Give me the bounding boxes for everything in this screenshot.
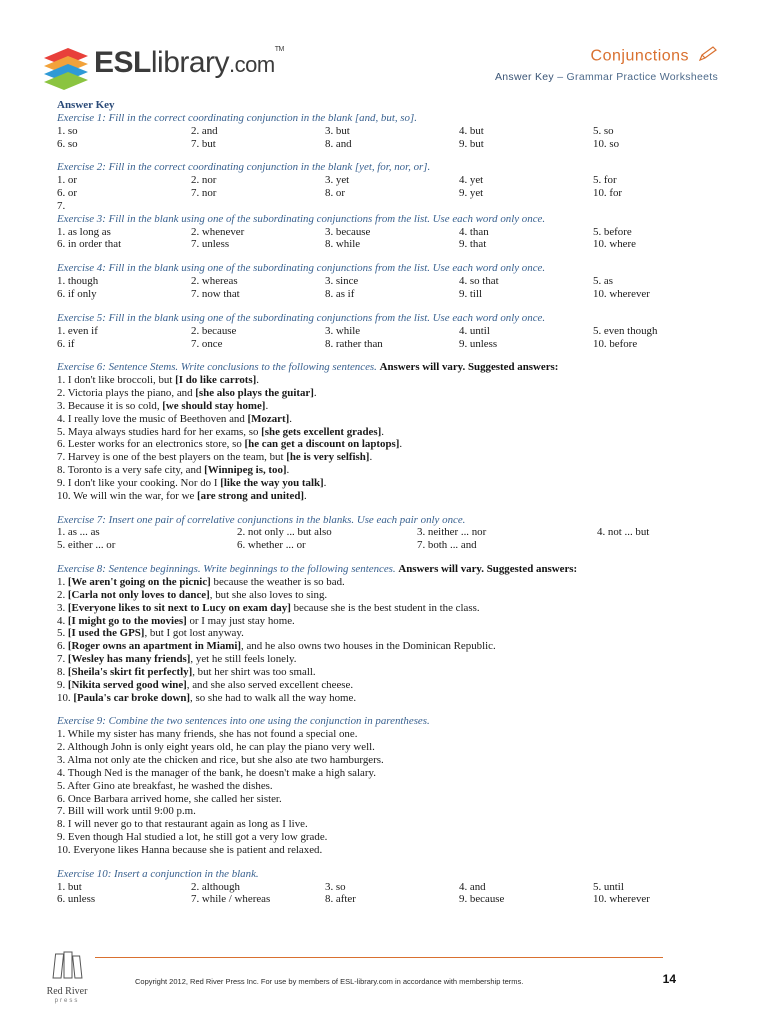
answer: 6. in order that	[57, 238, 122, 251]
list-item: 3. [Everyone likes to sit next to Lucy on exam day] because she is the best student in the class.	[57, 601, 480, 614]
answer: 4. than	[459, 225, 489, 238]
exercise-1-heading: Exercise 1: Fill in the correct coordinating conjunction in the blank [and, but, so].	[57, 111, 417, 124]
list-item: 10. We will win the war, for we [are strong and united].	[57, 489, 307, 502]
exercise-3-row-2	[57, 238, 727, 251]
answer: 1. as ... as	[57, 526, 100, 539]
answer: 3. neither ... nor	[417, 526, 487, 539]
answer: 6. whether ... or	[237, 539, 306, 552]
answer: 8. as if	[325, 287, 355, 300]
answer: 8. and	[325, 137, 352, 150]
answer: 1. or	[57, 174, 77, 187]
exercise-4-row-1	[57, 275, 727, 288]
exercise-4-row-2	[57, 288, 727, 301]
answer: 3. yet	[325, 174, 350, 187]
answer: 8. rather than	[325, 337, 383, 350]
list-item: 6. Lester works for an electronics store, so [he can get a discount on laptops].	[57, 438, 403, 451]
copyright-notice: Copyright 2012, Red River Press Inc. For use by members of ESL-library.com in accordance with membership terms.	[135, 977, 524, 986]
exercise-7-row-2	[57, 539, 727, 552]
answer: 6. or	[57, 187, 77, 200]
logo-wordmark: ESLlibrary.com™	[94, 46, 284, 79]
exercise-9-heading: Exercise 9: Combine the two sentences into one using the conjunction in parentheses.	[57, 715, 430, 728]
publisher-name: Red River	[46, 986, 88, 997]
list-item: 5. Maya always studies hard for her exams, so [she gets excellent grades].	[57, 425, 384, 438]
exercise-7-heading: Exercise 7: Insert one pair of correlative conjunctions in the blanks. Use each pair only once.	[57, 513, 466, 526]
list-item: 2. [Carla not only loves to dance], but she also loves to sing.	[57, 588, 328, 601]
answer: 6. unless	[57, 893, 96, 906]
answer: 4. until	[459, 324, 490, 337]
exercise-6-heading: Exercise 6: Sentence Stems. Write conclusions to the following sentences. Answers will vary. Suggested answers:	[57, 361, 559, 374]
list-item: 2. Victoria plays the piano, and [she also plays the guitar].	[57, 387, 317, 400]
answer: 4. but	[459, 124, 484, 137]
answer: 7. once	[191, 337, 223, 350]
answer: 2. whenever	[191, 225, 245, 238]
list-item: 7. [Wesley has many friends], yet he still feels lonely.	[57, 653, 297, 666]
answer: 9. because	[459, 893, 505, 906]
answer: 7. but	[191, 137, 216, 150]
answer: 9. that	[459, 238, 487, 251]
exercise-1-row-1	[57, 125, 727, 138]
stacked-books-icon	[42, 44, 90, 92]
publisher-subline: press	[54, 998, 80, 1004]
list-item: 6. [Roger owns an apartment in Miami], and he also owns two houses in the Dominican Republic.	[57, 640, 496, 653]
answer: 5. as	[593, 275, 613, 288]
list-item: 8. [Sheila's skirt fit perfectly], but her shirt was too small.	[57, 665, 316, 678]
answer: 5. for	[593, 174, 617, 187]
answer: 8. after	[325, 893, 356, 906]
exercise-5-heading: Exercise 5: Fill in the blank using one of the subordinating conjunctions from the list. Use each word only once.	[57, 311, 546, 324]
pencil-icon	[698, 46, 718, 67]
exercise-1-row-2	[57, 138, 727, 151]
exercise-2-row-1	[57, 174, 727, 187]
list-item: 8. I will never go to that restaurant again as long as I live.	[57, 818, 308, 831]
answer: 3. while	[325, 324, 361, 337]
answer: 1. even if	[57, 324, 98, 337]
answer: 7. both ... and	[417, 539, 477, 552]
list-item: 8. Toronto is a very safe city, and [Winnipeg is, too].	[57, 464, 290, 477]
answer: 8. or	[325, 187, 345, 200]
exercise-10-row-1	[57, 881, 727, 894]
answer: 10. for	[593, 187, 623, 200]
answer: 4. yet	[459, 174, 484, 187]
answer: 9. unless	[459, 337, 498, 350]
answer: 5. until	[593, 880, 624, 893]
list-item: 9. I don't like your cooking. Nor do I [like the way you talk].	[57, 476, 327, 489]
answer: 6. so	[57, 137, 78, 150]
answer: 2. whereas	[191, 275, 238, 288]
list-item: 5. After Gino ate breakfast, he washed the dishes.	[57, 779, 273, 792]
exercise-4-heading: Exercise 4: Fill in the blank using one of the subordinating conjunctions from the list. Use each word only once.	[57, 262, 546, 275]
answer: 6. if	[57, 337, 75, 350]
esl-library-logo	[42, 44, 282, 94]
answer: 5. so	[593, 124, 614, 137]
list-item: 3. Because it is so cold, [we should stay home].	[57, 399, 269, 412]
list-item: 10. [Paula's car broke down], so she had to walk all the way home.	[57, 691, 357, 704]
exercise-10-row-2	[57, 893, 727, 906]
answer: 10. where	[593, 238, 636, 251]
answer: 3. because	[325, 225, 371, 238]
list-item: 3. Alma not only ate the chicken and rice, but she also ate two hamburgers.	[57, 753, 384, 766]
answer: 9. yet	[459, 187, 484, 200]
list-item: 10. Everyone likes Hanna because she is patient and relaxed.	[57, 843, 323, 856]
answer: 2. and	[191, 124, 218, 137]
topic-title: Conjunctions	[495, 46, 718, 67]
answer: 5. even though	[593, 324, 658, 337]
answer: 7. unless	[191, 238, 230, 251]
answer: 2. although	[191, 880, 241, 893]
answer: 2. because	[191, 324, 237, 337]
exercise-3-heading: Exercise 3: Fill in the blank using one of the subordinating conjunctions from the list. Use each word only once.	[57, 212, 546, 225]
exercise-7-row-1	[57, 526, 727, 539]
stray-number: 7.	[57, 199, 66, 212]
answer: 3. so	[325, 880, 346, 893]
answer: 5. before	[593, 225, 632, 238]
list-item: 4. [I might go to the movies] or I may just stay home.	[57, 614, 295, 627]
answer: 10. before	[593, 337, 638, 350]
list-item: 6. Once Barbara arrived home, she called her sister.	[57, 792, 282, 805]
answer: 9. till	[459, 287, 482, 300]
exercise-10-heading: Exercise 10: Insert a conjunction in the blank.	[57, 867, 259, 880]
worksheet-header	[495, 46, 718, 83]
footer-divider	[95, 957, 663, 958]
list-item: 7. Harvey is one of the best players on the team, but [he is very selfish].	[57, 451, 373, 464]
answer: 10. wherever	[593, 287, 650, 300]
exercise-5-row-2	[57, 338, 727, 351]
answer: 2. nor	[191, 174, 217, 187]
answer-key-content	[57, 96, 727, 906]
answer: 7. now that	[191, 287, 240, 300]
red-river-press-logo	[42, 950, 92, 1010]
answer: 6. if only	[57, 287, 97, 300]
list-item: 4. I really love the music of Beethoven and [Mozart].	[57, 412, 292, 425]
answer: 5. either ... or	[57, 539, 116, 552]
answer: 2. not only ... but also	[237, 526, 332, 539]
answer: 3. but	[325, 124, 350, 137]
page-number: 14	[662, 972, 676, 986]
answer: 9. but	[459, 137, 484, 150]
answer: 8. while	[325, 238, 361, 251]
answer: 4. so that	[459, 275, 499, 288]
answer: 10. wherever	[593, 893, 650, 906]
exercise-8-heading: Exercise 8: Sentence beginnings. Write beginnings to the following sentences. Answers will vary. Suggested answers:	[57, 563, 578, 576]
answer: 7. while / whereas	[191, 893, 271, 906]
list-item: 5. [I used the GPS], but I got lost anyway.	[57, 627, 244, 640]
exercise-5-row-1	[57, 325, 727, 338]
list-item: 1. [We aren't going on the picnic] because the weather is so bad.	[57, 576, 345, 588]
answer: 1. though	[57, 275, 99, 288]
subtitle: Answer Key – Grammar Practice Worksheets	[494, 71, 718, 83]
list-item: 2. Although John is only eight years old, he can play the piano very well.	[57, 741, 375, 754]
answer: 4. and	[459, 880, 486, 893]
answer: 7. nor	[191, 187, 217, 200]
exercise-2-heading: Exercise 2: Fill in the correct coordinating conjunction in the blank [yet, for, nor, or].	[57, 161, 431, 174]
list-item: 1. I don't like broccoli, but [I do like carrots].	[57, 374, 260, 387]
answer: 10. so	[593, 137, 620, 150]
list-item: 9. [Nikita served good wine], and she also served excellent cheese.	[57, 678, 354, 691]
list-item: 1. While my sister has many friends, she has not found a special one.	[57, 728, 358, 741]
page-title: Answer Key	[57, 99, 115, 111]
list-item: 9. Even though Hal studied a lot, he still got a very low grade.	[57, 831, 328, 844]
list-item: 7. Bill will work until 9:00 p.m.	[57, 805, 196, 818]
answer: 1. so	[57, 124, 78, 137]
answer: 1. but	[57, 880, 82, 893]
books-icon	[42, 950, 92, 982]
answer: 1. as long as	[57, 225, 111, 238]
exercise-2-row-2	[57, 187, 727, 200]
exercise-3-row-1	[57, 226, 727, 239]
answer: 3. since	[325, 275, 359, 288]
answer: 4. not ... but	[597, 526, 650, 539]
list-item: 4. Though Ned is the manager of the bank, he doesn't make a high salary.	[57, 766, 376, 779]
